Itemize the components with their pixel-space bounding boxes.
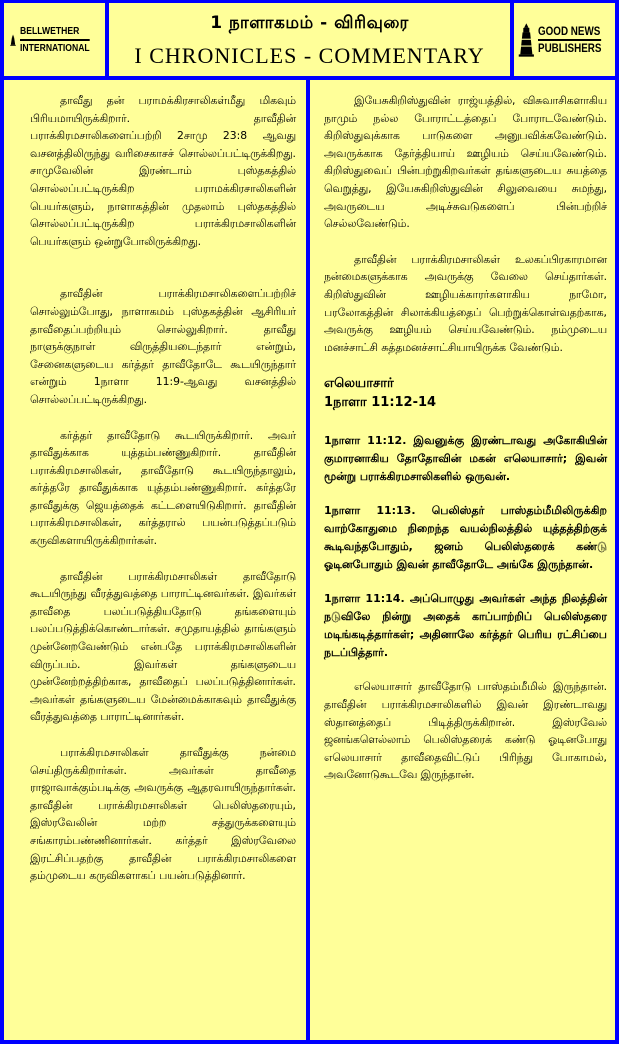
left-column <box>4 80 306 1040</box>
left-paragraph-5: பராக்கிரமசாலிகள் தாவீதுக்கு நன்மை செய்திருக்கிறார்கள். அவர்கள் தாவீதை ராஜாவாக்கும்படிக்கு அவருக்கு ஆதரவாயிருந்தார்கள். தாவீதின் பராக்கிரமசாலிகள் பெலிஸ்தரையும், இஸ்ரவேலின் மற்ற சத்துருக்களையும் சங்காரம்பண்ணினார்கள். கர்த்தர் இஸ்ரவேலை இரட்சிப்பதற்கு தாவீதின் பராக்கிரமசாலிகளை தம்முடைய கருவிகளாகப் பயன்படுத்தினார். <box>30 746 296 883</box>
good-news-logo-line2: PUBLISHERS <box>537 40 602 55</box>
bellwether-logo <box>4 3 105 76</box>
good-news-logo <box>514 3 615 76</box>
bellwether-logo-line1: BELLWETHER <box>20 24 90 41</box>
left-paragraph-1: தாவீது தன் பராமக்கிரசாலிகள்மீது மிகவும் பிரியமாயிருக்கிறார். தாவீதின் பராக்கிரமசாலிகளைப்பற்றி 2சாமு 23:8 ஆவது வசனத்திலிருந்து வரிசைகாசச் சொல்லப்பட்டிருக்கிறது. சாமுவேலின் இரண்டாம் புஸ்தகத்தில் சொல்லப்பட்டிருக்கிற பராமக்கிரசாலிகளின் பெயர்களும், நாளாகத்தின் முதலாம் புஸ்தகத்தில் சொல்லப்பட்டிருக்கிற பராக்கிரமசாலிகளின் பெயர்களும் ஒன்றுபோலிருக்கிறது. <box>30 94 296 248</box>
verse-11-12: 1நாளா 11:12. இவனுக்கு இரண்டாவது அகோகியின் குமாரனாகிய தோதோவின் மகன் எலெயாசார்; இவன் மூன்று பராக்கிரமசாலிகளில் ஒருவன். <box>324 434 607 484</box>
bellwether-logo-line2: INTERNATIONAL <box>20 41 90 54</box>
left-paragraph-4: தாவீதின் பராக்கிரமசாலிகள் தாவீதோடு கூடயிருந்து வீரத்துவத்தை பாராட்டினவர்கள். இவர்கள் தாவீதை பலப்படுத்தியதோடு தங்களையும் பலப்படுத்திக்கொண்டார்கள். சமுதாயத்தில் தாங்களும் முன்னேறவேண்டும் என்பதே பராக்கிரமசாலிகளின் விருப்பம். இவர்கள் தங்களுடைய முன்னேற்றத்திற்காக, தாவீதைப் பலப்படுத்தினார்கள். அவர்கள் தங்களுடைய மேன்மைக்காகவும் தாவீதுக்கு வீரத்துவத்தை பாராட்டினார்கள். <box>30 569 296 724</box>
section-heading-reference: 1நாளா 11:12-14 <box>324 395 437 411</box>
page-title-tamil: 1 நாளாகமம் - விரிவுரை <box>210 13 409 33</box>
right-column <box>310 80 615 1040</box>
left-paragraph-3: கர்த்தர் தாவீதோடு கூடயிருக்கிறார். அவர் தாவீதுக்காக யுத்தம்பண்ணுகிறார். தாவீதின் பராக்கிரமசாலிகள், தாவீதோடு கூடயிருந்தாலும், கர்த்தரே தாவீதுக்காக யுத்தம்பண்ணுகிறார். கர்த்தரே தாவீதுக்கு ஜெயத்தைக் கட்டளையிடுகிறார். தாவீதின் பராக்கிரமசாலிகள், கர்த்தரால் பயன்படுத்தப்படும் கருவிகளாயிருக்கிறார்கள். <box>30 428 296 548</box>
lighthouse-icon <box>10 18 16 62</box>
page-title-english: I CHRONICLES - COMMENTARY <box>134 43 485 68</box>
verse-11-13: 1நாளா 11:13. பெலிஸ்தர் பாஸ்தம்மீமிலிருக்கிற வாற்கோதுமை நிறைந்த வயல்நிலத்தில் யுத்தத்திற்குக் கூடிவந்தபோதும், ஜனம் பெலிஸ்தரைக் கண்டு ஓடினபோதும் இவன் தாவீதோடே அங்கே இருந்தான். <box>324 504 607 572</box>
right-paragraph-2: தாவீதின் பராக்கிரமசாலிகள் உலகப்பிரகாரமான நன்மைகளுக்காக அவருக்கு வேலை செய்தார்கள். கிறிஸ்துவின் ஊழியக்காரர்களாகிய நாமோ, பரலோகத்தின் சிலாக்கியத்தைப் பெற்றுக்கொள்வதற்காக, அவருக்கு ஊழியம் செய்யவேண்டும். நம்முடைய மனச்சாட்சி சுத்தமனச்சாட்சியாயிருக்க வேண்டும். <box>324 252 607 354</box>
good-news-logo-line1: GOOD NEWS <box>538 24 601 41</box>
page-title-box <box>109 3 510 76</box>
left-paragraph-2: தாவீதின் பராக்கிரமசாலிகளைப்பற்றிச் சொல்லும்போது, நாளாகமம் புஸ்தகத்தின் ஆசிரியர் தாவீதைப்பற்றியும் சொல்லுகிறார். தாவீது நாளுக்குநாள் விருத்தியடைந்தார் என்றும், சேனைகளுடைய கர்த்தர் தாவீதோடே கூடயிருந்தார் என்றும் 1நாளா 11:9-ஆவது வசனத்தில் சொல்லப்பட்டிருக்கிறது. <box>30 287 296 406</box>
section-heading-title: எலெயாசார் <box>324 376 394 392</box>
section-heading <box>324 374 607 412</box>
right-paragraph-3: எலெயாசார் தாவீதோடு பாஸ்தம்மீமில் இருந்தான். தாவீதின் பராக்கிரமசாலிகளில் இவன் இரண்டாவது ஸ்தானத்தைப் பிடித்திருக்கிறான். இஸ்ரவேல் ஜனங்களெல்லாம் பெலிஸ்தரைக் கண்டு ஓடினபோது எலெயாசார் தாவீதைவிட்டுப் பிரிந்து போகாமல், அவனோடுகூடவே இருந்தான். <box>324 680 607 782</box>
right-paragraph-1: இயேசுகிறிஸ்துவின் ராஜ்யத்தில், விசுவாசிகளாகிய நாமும் நல்ல போராட்டத்தைப் போராடவேண்டும். கிறிஸ்துவுக்காக பாடுகளை அனுபவிக்கவேண்டும். அவருக்காக தேர்த்தியாய் ஊழியம் செய்யவேண்டும். கிறிஸ்துவைப் பின்பற்றுகிறவர்கள் தங்களுடைய சுயத்தை வெறுத்து, இயேசுகிறிஸ்துவின் சிலுவையை சுமந்து, அவருடைய அடிச்சுவடுகளைப் பின்பற்றிச் செல்லவேண்டும். <box>324 94 607 231</box>
lighthouse-icon <box>518 17 535 63</box>
verse-11-14: 1நாளா 11:14. அப்பொழுது அவர்கள் அந்த நிலத்தின் நடுவிலே நின்று அதைக் காப்பாற்றிப் பெலிஸ்தரை மடிங்கடித்தார்கள்; அதினாலே கர்த்தர் பெரிய ரட்சிப்பை நடப்பித்தார். <box>324 592 607 660</box>
